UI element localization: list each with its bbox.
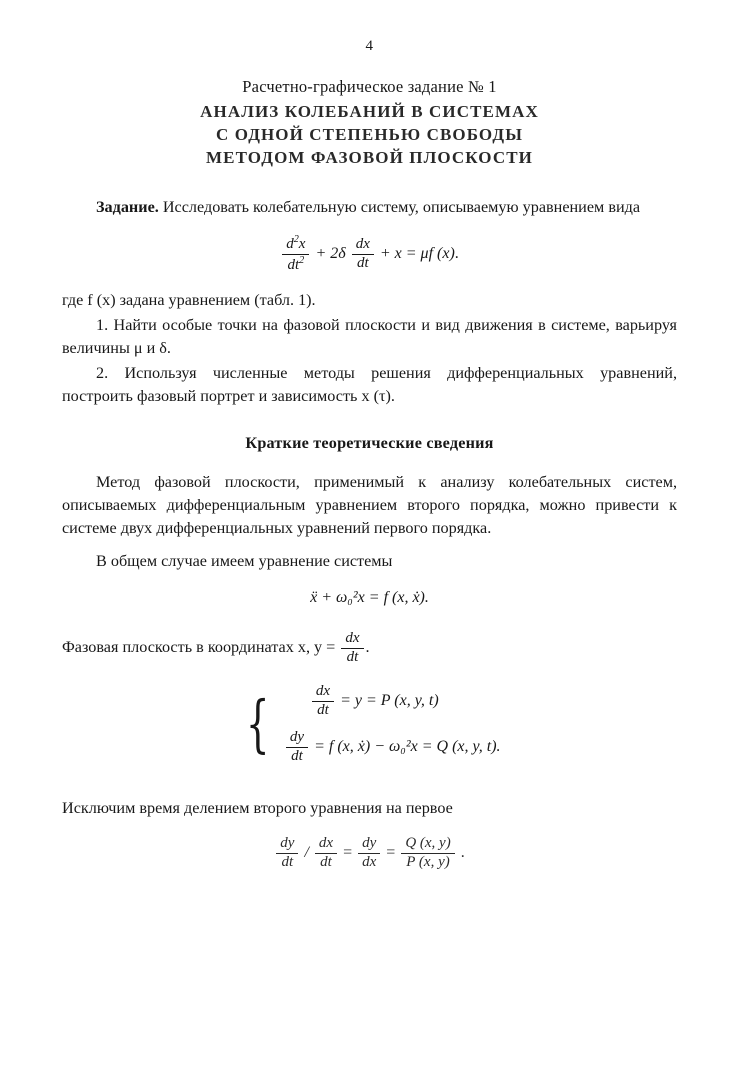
body-paragraph-1: Метод фазовой плоскости, применимый к анализу колебательных систем, описываемых дифференциальным уравнением второго порядка, можно привести к системе двух дифференциальных уравнений первого порядка. (62, 473, 677, 538)
list-item-1: 1. Найти особые точки на фазовой плоскости и вид движения в системе, варьируя величины μ и δ. (62, 316, 677, 358)
phase-plane-period: . (365, 638, 370, 657)
task-label: Задание. (96, 197, 159, 216)
phase-plane-text: Фазовая плоскость в координатах x, y = (62, 638, 336, 657)
system-equation-1-tail: = y = P (x, y, t) (340, 691, 439, 709)
body-paragraph-2: В общем случае имеем уравнение системы (96, 552, 393, 571)
system-equation-2 (284, 730, 501, 765)
system-equation-1 (284, 684, 501, 719)
system-fraction-dx-dt: $\frac{dx}{dt}$ (312, 684, 334, 719)
list-item-2: 2. Используя численные методы решения дифференциальных уравнений, построить фазовый портрет и зависимость x (τ). (62, 364, 677, 406)
division-equals-2: = (386, 843, 396, 861)
division-fraction-q-p: $\frac{Q (x, y)}{P (x, y)}$ (401, 836, 454, 871)
division-slash: / (304, 843, 309, 861)
exclude-time-text: Исключим время делением второго уравнения на первое (62, 798, 453, 817)
task-paragraph (62, 196, 677, 219)
page-number: 4 (365, 38, 374, 54)
phase-plane-fraction: $\frac{dx}{dt}$ (341, 631, 363, 666)
assignment-title-line: Расчетно-графическое задание № 1 (242, 77, 497, 96)
formula-mid-term: + 2δ (315, 244, 346, 262)
division-period: . (460, 843, 465, 861)
equation-system (62, 684, 677, 765)
assignment-title-caps-2: С ОДНОЙ СТЕПЕНЬЮ СВОБОДЫ (215, 124, 524, 144)
phase-plane-paragraph (62, 631, 677, 666)
task-text: Исследовать колебательную систему, описываемую уравнением вида (162, 197, 641, 216)
section-heading: Краткие теоретические сведения (245, 434, 494, 453)
formula-second-order-equation: ẍ + ω₀²x = f (x, ẋ). (310, 589, 429, 607)
formula-tail: + x = μ (379, 244, 429, 262)
formula-main-equation (62, 235, 677, 274)
assignment-title-caps-1: АНАЛИЗ КОЛЕБАНИЙ В СИСТЕМАХ (200, 102, 539, 121)
title-block (62, 77, 677, 170)
formula-fraction-d2x-dt2: $\frac{d^2x}{dt^2}$ (282, 235, 309, 274)
division-fraction-dy-dx: $\frac{dy}{dx}$ (358, 836, 380, 871)
formula-division (62, 836, 677, 871)
formula-function: f (x) (428, 244, 455, 262)
division-fraction-dy-dt: $\frac{dy}{dt}$ (276, 836, 298, 871)
division-fraction-dx-dt: $\frac{dx}{dt}$ (315, 836, 337, 871)
division-equals-1: = (343, 843, 353, 861)
system-fraction-dy-dt: $\frac{dy}{dt}$ (286, 730, 308, 765)
assignment-title-caps-3: МЕТОДОМ ФАЗОВОЙ ПЛОСКОСТИ (206, 147, 533, 167)
formula-period: . (454, 244, 459, 262)
after-formula-text: где f (x) задана уравнением (табл. 1). (62, 291, 316, 310)
system-brace: { (246, 686, 271, 760)
formula-fraction-dx-dt: $\frac{dx}{dt}$ (352, 237, 374, 272)
system-equation-2-tail: = f (x, ẋ) − ω₀²x = Q (x, y, t). (314, 738, 501, 756)
